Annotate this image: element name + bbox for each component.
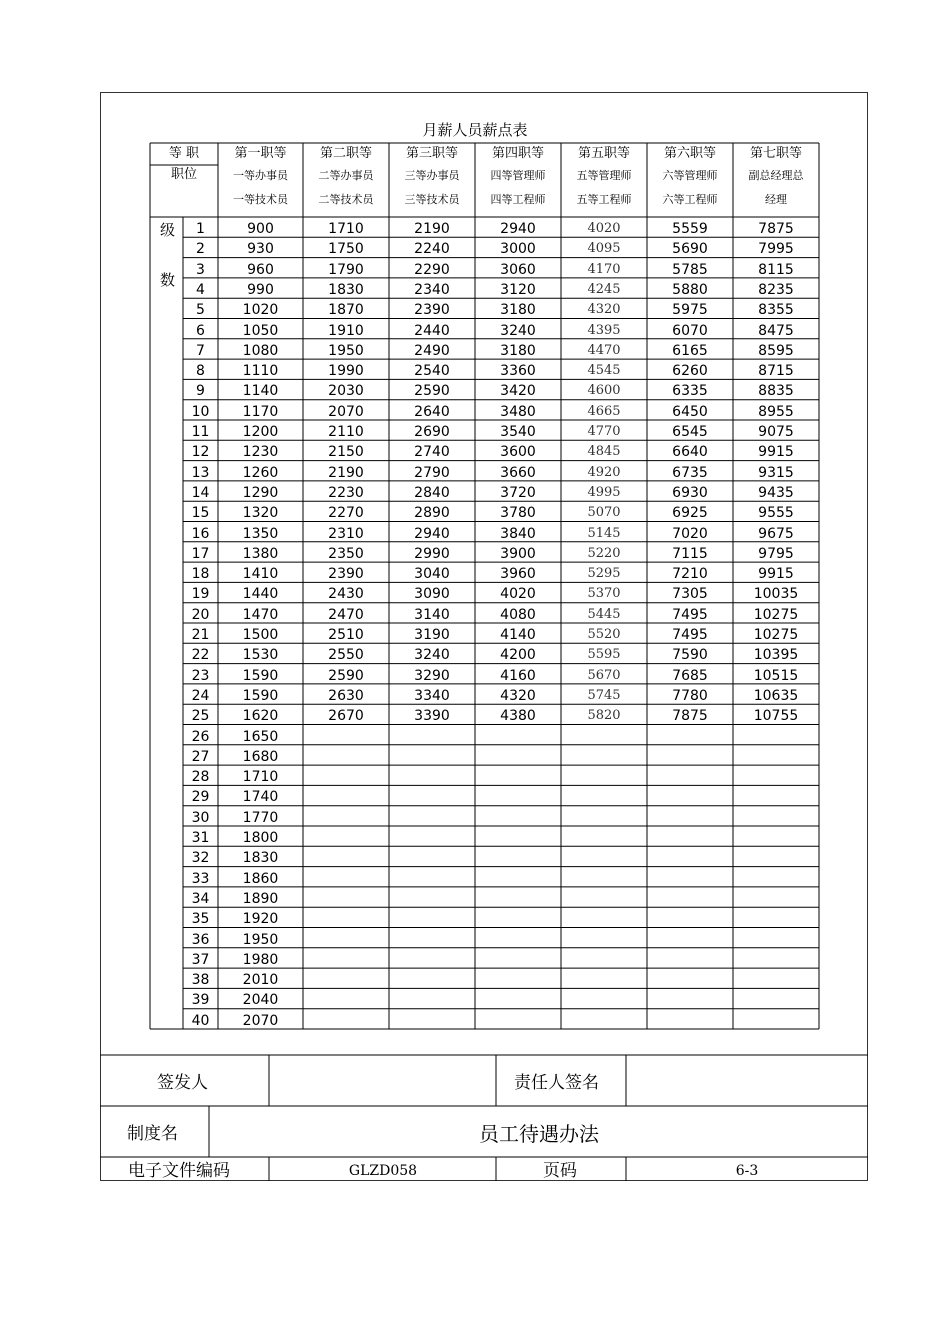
position-line-1: 二等办事员	[318, 169, 374, 182]
salary-value: 8355	[758, 302, 794, 319]
salary-value: 7495	[672, 606, 708, 623]
file-code-label: 电子文件编码	[128, 1161, 230, 1181]
position-line-2: 六等工程师	[662, 193, 718, 206]
salary-value: 3840	[500, 525, 536, 542]
salary-value: 3660	[500, 464, 536, 481]
salary-value: 1020	[242, 302, 279, 319]
salary-value: 3120	[500, 281, 536, 298]
salary-value: 2190	[328, 464, 364, 481]
level-number: 28	[191, 769, 210, 786]
position-line-1: 六等管理师	[662, 169, 718, 182]
salary-value: 7995	[758, 241, 794, 258]
salary-value: 3000	[500, 241, 536, 258]
salary-value: 6260	[672, 363, 708, 380]
salary-value: 2590	[328, 667, 364, 684]
grade-header: 第六职等	[663, 146, 716, 161]
salary-value: 5785	[672, 261, 708, 278]
level-number: 12	[191, 444, 210, 461]
salary-value: 4160	[500, 667, 536, 684]
salary-value: 1590	[242, 687, 279, 704]
salary-value: 2340	[414, 281, 450, 298]
salary-value: 10515	[753, 667, 799, 684]
policy-label: 制度名	[127, 1124, 178, 1144]
salary-value: 900	[247, 221, 274, 237]
salary-value: 1110	[242, 363, 279, 380]
salary-value: 2540	[414, 363, 450, 380]
salary-value: 3390	[414, 708, 450, 725]
salary-value: 3780	[500, 505, 536, 522]
level-number: 27	[191, 748, 210, 765]
position-line-2: 一等技术员	[233, 193, 288, 206]
salary-value: 2890	[414, 505, 450, 522]
salary-value: 1200	[242, 424, 279, 440]
salary-value: 9435	[758, 484, 794, 501]
salary-value: 3340	[414, 687, 450, 704]
level-number: 2	[196, 241, 205, 258]
salary-value: 2640	[414, 403, 450, 420]
level-number: 9	[196, 383, 205, 400]
salary-value: 1800	[242, 830, 279, 846]
salary-value: 9555	[758, 505, 794, 522]
salary-value: 4470	[587, 342, 621, 358]
salary-value: 7020	[672, 525, 708, 542]
side-label-count: 数	[160, 271, 176, 289]
salary-value: 5690	[672, 241, 708, 258]
level-number: 6	[196, 322, 205, 339]
salary-value: 4245	[587, 281, 621, 297]
level-number: 38	[191, 972, 210, 989]
salary-value: 1140	[242, 383, 279, 400]
level-number: 32	[191, 850, 210, 867]
salary-value: 5145	[587, 525, 621, 541]
salary-value: 10275	[753, 627, 799, 643]
salary-value: 5370	[587, 586, 621, 602]
salary-value: 2790	[414, 464, 450, 481]
level-number: 24	[191, 687, 210, 704]
salary-value: 1380	[242, 545, 279, 562]
salary-value: 3420	[500, 383, 536, 400]
position-line-2: 二等技术员	[318, 193, 374, 206]
grade-header: 第三职等	[405, 146, 458, 161]
position-line-2: 四等工程师	[490, 193, 546, 206]
salary-value: 1830	[328, 281, 364, 298]
salary-value: 2010	[242, 972, 279, 989]
salary-value: 1410	[242, 566, 279, 583]
salary-value: 1790	[328, 261, 364, 278]
salary-value: 7495	[672, 627, 708, 643]
salary-value: 1950	[242, 931, 279, 948]
salary-value: 5220	[587, 545, 621, 561]
salary-value: 4080	[500, 606, 536, 623]
salary-value: 7685	[672, 667, 708, 684]
salary-value: 5670	[587, 667, 621, 683]
salary-value: 2670	[328, 708, 364, 725]
salary-value: 1990	[328, 363, 364, 380]
level-number: 25	[191, 708, 210, 725]
level-number: 37	[191, 951, 210, 968]
salary-value: 5520	[587, 627, 621, 642]
salary-value: 5445	[587, 606, 621, 622]
salary-value: 4170	[587, 261, 621, 277]
level-number: 14	[191, 484, 210, 501]
salary-value: 7305	[672, 586, 708, 603]
salary-value: 3540	[500, 424, 536, 440]
salary-value: 1750	[328, 241, 364, 258]
salary-value: 5820	[587, 708, 621, 724]
salary-value: 5559	[672, 221, 708, 237]
salary-value: 4545	[587, 363, 621, 379]
salary-value: 4320	[587, 302, 621, 318]
salary-value: 990	[247, 281, 274, 298]
salary-value: 2940	[500, 221, 536, 237]
salary-value: 6335	[672, 383, 708, 400]
level-number: 35	[191, 911, 210, 928]
salary-value: 4845	[587, 444, 621, 460]
salary-value: 6545	[672, 424, 708, 440]
salary-value: 2070	[242, 1012, 279, 1029]
salary-value: 2510	[328, 627, 364, 643]
salary-value: 6450	[672, 403, 708, 420]
level-number: 23	[191, 667, 210, 684]
salary-value: 10035	[753, 586, 799, 603]
salary-value: 4600	[587, 383, 621, 399]
salary-value: 1830	[242, 850, 279, 867]
salary-value: 3290	[414, 667, 450, 684]
salary-value: 4665	[587, 403, 621, 419]
level-number: 39	[191, 992, 210, 1009]
level-number: 29	[191, 789, 210, 806]
salary-value: 1590	[242, 667, 279, 684]
salary-value: 2030	[328, 383, 364, 400]
salary-value: 6165	[672, 342, 708, 359]
salary-value: 6930	[672, 484, 708, 501]
salary-value: 5975	[672, 302, 708, 319]
salary-value: 1920	[242, 911, 279, 928]
salary-value: 4920	[587, 464, 621, 480]
salary-value: 1950	[328, 342, 364, 359]
salary-value: 2740	[414, 444, 450, 461]
level-number: 1	[196, 221, 205, 237]
salary-value: 1890	[242, 890, 279, 907]
level-number: 11	[191, 424, 210, 440]
position-line-2: 五等工程师	[576, 193, 632, 206]
salary-value: 6640	[672, 444, 708, 461]
salary-value: 4995	[587, 484, 621, 500]
file-code-value: GLZD058	[348, 1163, 418, 1179]
salary-value: 1870	[328, 302, 364, 319]
salary-value: 3240	[500, 322, 536, 339]
level-number: 34	[191, 890, 210, 907]
responsible-label: 责任人签名	[514, 1073, 599, 1093]
position-line-1: 四等管理师	[490, 169, 546, 182]
salary-value: 2390	[328, 566, 364, 583]
level-number: 17	[191, 545, 210, 562]
grade-header: 第五职等	[577, 146, 630, 161]
salary-value: 9075	[758, 424, 794, 440]
salary-value: 5745	[587, 687, 621, 703]
salary-value: 9915	[758, 566, 794, 583]
salary-value: 3180	[500, 302, 536, 319]
position-line-2: 经理	[765, 193, 787, 206]
salary-value: 1770	[242, 809, 279, 826]
salary-value: 3090	[414, 586, 450, 603]
salary-value: 6070	[672, 322, 708, 339]
level-number: 15	[191, 505, 210, 522]
salary-value: 2840	[414, 484, 450, 501]
salary-value: 2440	[414, 322, 450, 339]
salary-value: 2270	[328, 505, 364, 522]
level-number: 22	[191, 647, 210, 664]
salary-value: 1470	[242, 606, 279, 623]
salary-value: 2990	[414, 545, 450, 562]
level-number: 36	[191, 931, 210, 948]
salary-value: 2690	[414, 424, 450, 440]
salary-value: 1860	[242, 870, 279, 887]
salary-value: 1260	[242, 464, 279, 481]
level-number: 30	[191, 809, 210, 826]
salary-value: 7210	[672, 566, 708, 583]
level-number: 13	[191, 464, 210, 481]
page-value: 6-3	[735, 1163, 759, 1179]
corner-top-label: 等 职	[168, 146, 200, 161]
side-label-level: 级	[160, 221, 176, 239]
salary-value: 10755	[753, 708, 799, 725]
salary-value: 9915	[758, 444, 794, 461]
position-line-2: 三等技术员	[404, 193, 460, 206]
salary-value: 8595	[758, 342, 794, 359]
salary-value: 3180	[500, 342, 536, 359]
salary-value: 9795	[758, 545, 794, 562]
salary-value: 2040	[242, 992, 279, 1009]
position-line-1: 副总经理总	[748, 169, 804, 182]
grade-header: 第四职等	[491, 146, 544, 161]
salary-value: 5595	[587, 647, 621, 663]
salary-value: 930	[247, 241, 274, 258]
level-number: 19	[191, 586, 210, 603]
issuer-label: 签发人	[157, 1073, 208, 1093]
level-number: 21	[191, 627, 210, 643]
salary-value: 3360	[500, 363, 536, 380]
salary-value: 1680	[242, 748, 279, 765]
salary-value: 8475	[758, 322, 794, 339]
position-line-1: 五等管理师	[576, 169, 632, 182]
salary-value: 3060	[500, 261, 536, 278]
salary-value: 1320	[242, 505, 279, 522]
salary-value: 4140	[500, 627, 536, 643]
salary-value: 1500	[242, 627, 279, 643]
salary-value: 960	[247, 261, 274, 278]
salary-value: 6925	[672, 505, 708, 522]
salary-value: 2550	[328, 647, 364, 664]
policy-value: 员工待遇办法	[479, 1122, 599, 1146]
salary-value: 1650	[242, 728, 279, 745]
salary-value: 1050	[242, 322, 279, 339]
salary-value: 2190	[414, 221, 450, 237]
salary-value: 1710	[242, 769, 279, 786]
salary-value: 2110	[328, 424, 364, 440]
salary-value: 8835	[758, 383, 794, 400]
salary-value: 1530	[242, 647, 279, 664]
level-number: 10	[191, 403, 210, 420]
salary-value: 7875	[672, 708, 708, 725]
level-number: 4	[196, 281, 205, 298]
level-number: 16	[191, 525, 210, 542]
salary-value: 10635	[753, 687, 799, 704]
salary-value: 1710	[328, 221, 364, 237]
salary-value: 4770	[587, 424, 621, 439]
salary-value: 9315	[758, 464, 794, 481]
salary-value: 4320	[500, 687, 536, 704]
grade-header: 第一职等	[234, 146, 287, 161]
salary-value: 2390	[414, 302, 450, 319]
salary-value: 6735	[672, 464, 708, 481]
salary-value: 5880	[672, 281, 708, 298]
salary-value: 4200	[500, 647, 536, 664]
grade-header: 第七职等	[749, 146, 802, 161]
salary-value: 7115	[672, 545, 708, 562]
salary-value: 3140	[414, 606, 450, 623]
salary-value: 8115	[758, 261, 794, 278]
salary-value: 2490	[414, 342, 450, 359]
level-number: 5	[196, 302, 205, 319]
salary-value: 3960	[500, 566, 536, 583]
salary-value: 3040	[414, 566, 450, 583]
salary-value: 1350	[242, 525, 279, 542]
level-number: 18	[191, 566, 210, 583]
salary-value: 2070	[328, 403, 364, 420]
level-number: 40	[191, 1012, 210, 1029]
salary-value: 1740	[242, 789, 279, 806]
salary-value: 9675	[758, 525, 794, 542]
salary-value: 2290	[414, 261, 450, 278]
salary-value: 1170	[242, 403, 279, 420]
salary-value: 1980	[242, 951, 279, 968]
salary-value: 1230	[242, 444, 279, 461]
salary-value: 2940	[414, 525, 450, 542]
level-number: 8	[196, 363, 205, 380]
salary-value: 3480	[500, 403, 536, 420]
corner-bottom-label: 职位	[170, 167, 197, 182]
level-number: 33	[191, 870, 210, 887]
salary-value: 2350	[328, 545, 364, 562]
salary-value: 2310	[328, 525, 364, 542]
salary-value: 4020	[500, 586, 536, 603]
level-number: 7	[196, 342, 205, 359]
salary-value: 7875	[758, 221, 794, 237]
salary-value: 3720	[500, 484, 536, 501]
salary-value: 2470	[328, 606, 364, 623]
salary-value: 1910	[328, 322, 364, 339]
salary-value: 5295	[587, 566, 621, 582]
salary-value: 8955	[758, 403, 794, 420]
salary-value: 3240	[414, 647, 450, 664]
salary-value: 2150	[328, 444, 364, 461]
level-number: 26	[191, 728, 210, 745]
salary-value: 7780	[672, 687, 708, 704]
salary-value: 2240	[414, 241, 450, 258]
salary-value: 4395	[587, 322, 621, 338]
salary-value: 3600	[500, 444, 536, 461]
salary-value: 1440	[242, 586, 279, 603]
page-label: 页码	[543, 1161, 577, 1181]
salary-value: 4020	[587, 221, 621, 236]
salary-value: 4095	[587, 241, 621, 257]
position-line-1: 一等办事员	[233, 169, 288, 182]
position-line-1: 三等办事员	[404, 169, 460, 182]
salary-value: 2430	[328, 586, 364, 603]
salary-value: 5070	[587, 505, 621, 521]
salary-value: 2630	[328, 687, 364, 704]
level-number: 3	[196, 261, 205, 278]
level-number: 31	[191, 830, 210, 846]
salary-value: 1290	[242, 484, 279, 501]
salary-value: 1620	[242, 708, 279, 725]
salary-value: 8235	[758, 281, 794, 298]
salary-value: 4380	[500, 708, 536, 725]
salary-value: 10395	[753, 647, 799, 664]
grade-header: 第二职等	[319, 146, 372, 161]
level-number: 20	[191, 606, 210, 623]
salary-value: 3190	[414, 627, 450, 643]
salary-value: 8715	[758, 363, 794, 380]
salary-value: 3900	[500, 545, 536, 562]
salary-value: 2590	[414, 383, 450, 400]
table-title: 月薪人员薪点表	[422, 121, 528, 139]
salary-value: 10275	[753, 606, 799, 623]
salary-value: 1080	[242, 342, 279, 359]
salary-value: 7590	[672, 647, 708, 664]
salary-value: 2230	[328, 484, 364, 501]
